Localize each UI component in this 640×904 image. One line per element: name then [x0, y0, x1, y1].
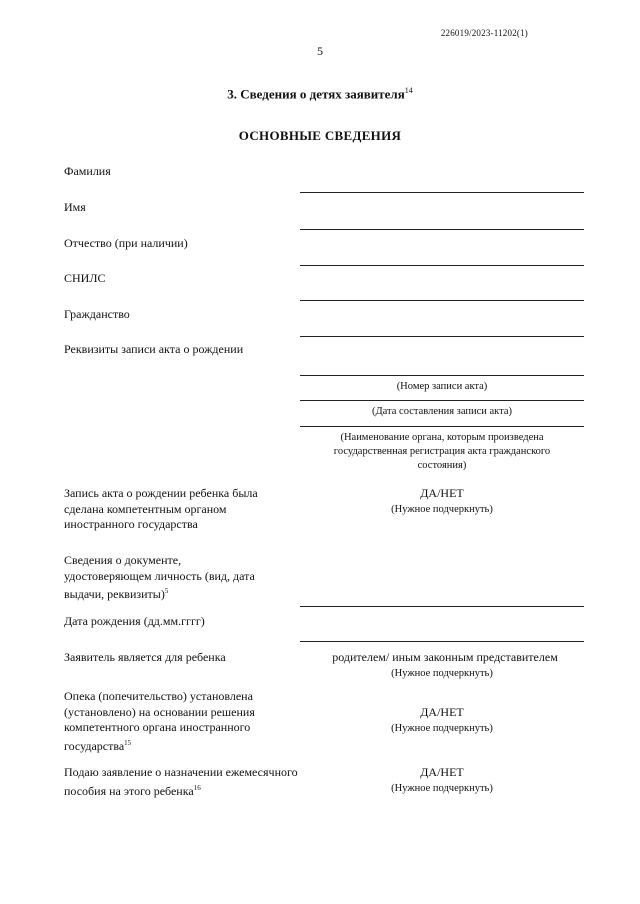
foreign-record-hint: (Нужное подчеркнуть) — [391, 504, 493, 515]
id-document-field[interactable] — [300, 606, 584, 607]
guardianship-label — [64, 689, 279, 754]
birth-record-label: Реквизиты записи акта о рождении — [64, 342, 244, 356]
applicant-relation-label: Заявитель является для ребенка — [64, 650, 226, 664]
applicant-relation-answer[interactable]: родителем/ иным законным представителем — [332, 650, 558, 664]
name-field[interactable] — [300, 229, 584, 230]
section-title — [0, 86, 640, 102]
citizenship-label: Гражданство — [64, 307, 130, 321]
snils-field[interactable] — [300, 300, 584, 301]
applicant-relation-hint: (Нужное подчеркнуть) — [391, 668, 493, 679]
section-title-text: 3. Сведения о детях заявителя — [227, 86, 405, 102]
footnote-ref: 15 — [124, 738, 132, 747]
id-document-label-text: Сведения о документе, удостоверяющем личность (вид, дата выдачи, реквизиты) — [64, 553, 255, 601]
birth-record-date-caption: (Дата составления записи акта) — [372, 406, 512, 417]
birth-record-number-caption: (Номер записи акта) — [396, 381, 488, 392]
footnote-ref: 14 — [404, 86, 413, 95]
allowance-label-text: Подаю заявление о назначении ежемесячного пособия на этого ребенка — [64, 765, 298, 798]
snils-label: СНИЛС — [64, 271, 106, 285]
allowance-answer[interactable]: ДА/НЕТ — [420, 765, 464, 779]
birth-date-field[interactable] — [300, 641, 584, 642]
section-subtitle: ОСНОВНЫЕ СВЕДЕНИЯ — [238, 128, 402, 143]
citizenship-field[interactable] — [300, 336, 584, 337]
surname-label: Фамилия — [64, 164, 111, 178]
footnote-ref: 5 — [164, 587, 169, 595]
foreign-record-answer[interactable]: ДА/НЕТ — [420, 486, 464, 500]
surname-field[interactable] — [300, 192, 584, 193]
birth-record-authority-caption: (Наименование органа, которым произведена государственная регистрация акта гражданского состояния) — [333, 432, 551, 471]
id-document-label — [64, 553, 264, 603]
guardianship-answer[interactable]: ДА/НЕТ — [420, 705, 464, 719]
name-label: Имя — [64, 200, 86, 214]
guardianship-hint: (Нужное подчеркнуть) — [391, 723, 493, 734]
patronymic-field[interactable] — [300, 265, 584, 266]
birth-date-label: Дата рождения (дд.мм.гггг) — [64, 614, 205, 628]
page-number: 5 — [317, 44, 323, 58]
allowance-hint: (Нужное подчеркнуть) — [391, 783, 493, 794]
birth-record-number-field[interactable] — [300, 375, 584, 376]
guardianship-label-text: Опека (попечительство) установлена (установлено) на основании решения компетентного органа иностранного государства — [64, 689, 255, 753]
birth-record-date-field[interactable] — [300, 400, 584, 401]
allowance-label — [64, 765, 304, 799]
birth-record-authority-field[interactable] — [300, 426, 584, 427]
footnote-ref: 16 — [193, 783, 201, 792]
foreign-record-label: Запись акта о рождении ребенка была сделана компетентным органом иностранного государства — [64, 486, 258, 531]
document-id: 226019/2023-11202(1) — [440, 28, 528, 38]
patronymic-label: Отчество (при наличии) — [64, 236, 188, 250]
